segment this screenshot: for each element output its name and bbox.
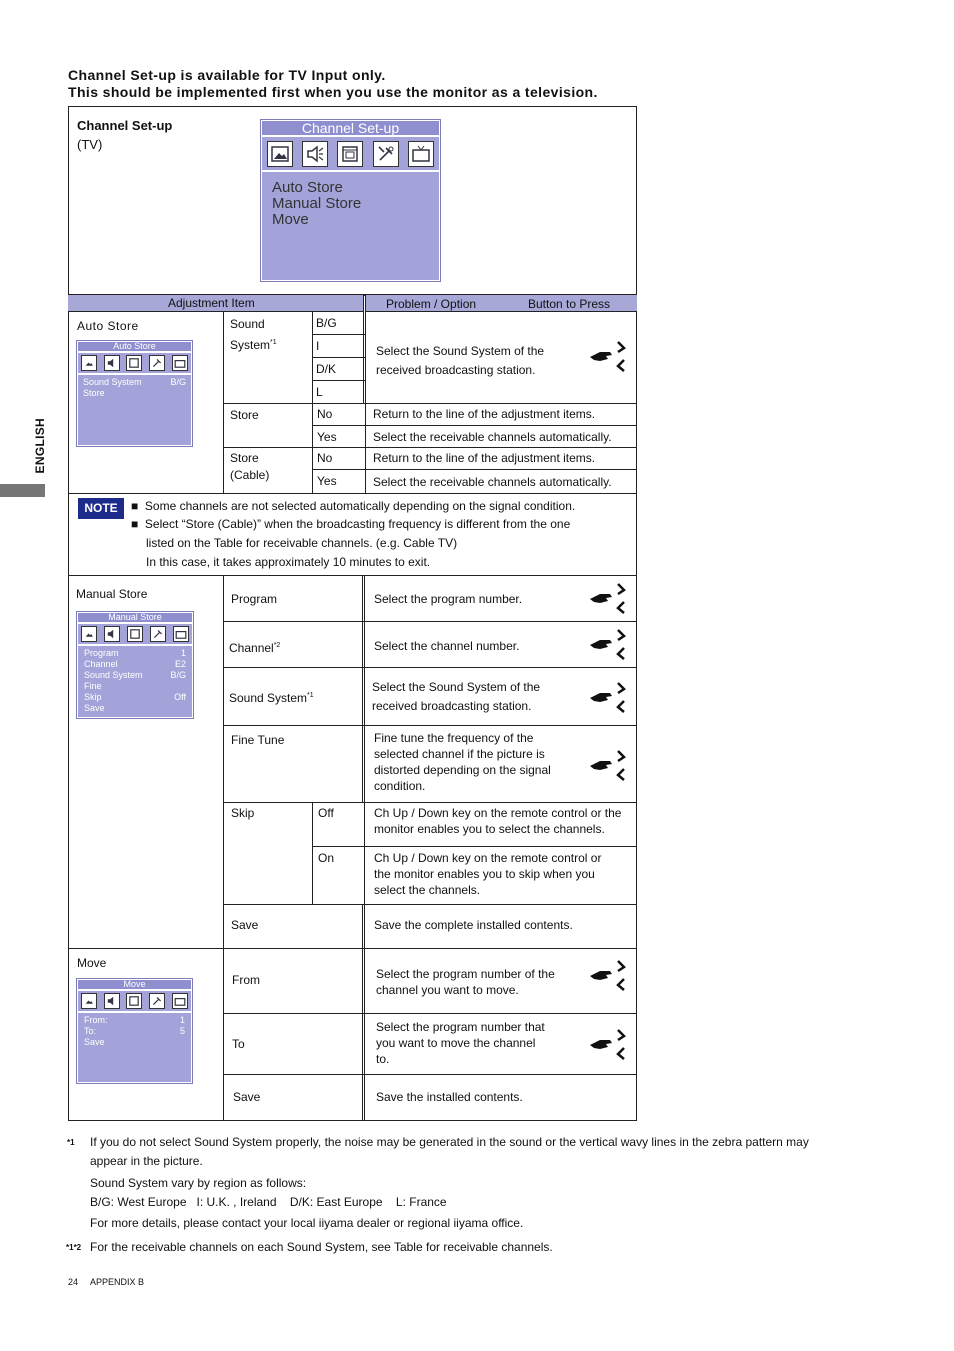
fine-tune-desc-2: selected channel if the picture is — [374, 747, 545, 761]
hand-arrow-icon — [588, 581, 628, 617]
hand-arrow-icon — [588, 680, 628, 716]
window-icon — [126, 355, 142, 371]
picture-icon — [267, 141, 293, 167]
skip-on[interactable]: On — [318, 851, 335, 865]
osd-row-fine: Fine — [84, 681, 102, 691]
to-label: To — [232, 1037, 245, 1051]
section-title: Channel Set-up — [77, 118, 173, 133]
channel-label: Channel$^{*2}$ — [229, 641, 281, 655]
store-yes-desc: Select the receivable channels automatically. — [373, 430, 612, 444]
language-side-label: ENGLISH — [33, 418, 47, 474]
move-osd-title: Move — [77, 979, 192, 990]
footnote-marker-2: *1*2 — [66, 1243, 82, 1252]
main-osd-title: Channel Set-up — [261, 120, 440, 136]
manual-store-osd-title: Manual Store — [77, 612, 193, 623]
footnote-1c: Sound System vary by region as follows: — [90, 1176, 307, 1190]
page-number: 24 — [68, 1277, 79, 1287]
osd-row-skip-value: Off — [174, 692, 186, 702]
window-icon — [127, 626, 143, 642]
hand-arrow-icon — [588, 627, 628, 663]
fine-tune-label: Fine Tune — [231, 733, 285, 747]
tools-icon — [373, 141, 399, 167]
osd-row-sound-system: Sound System — [83, 377, 142, 387]
hand-arrow-icon — [588, 339, 628, 375]
to-desc-3: to. — [376, 1052, 390, 1066]
tv-icon — [408, 141, 434, 167]
osd-row-from: From: — [84, 1015, 108, 1025]
window-icon — [126, 993, 142, 1009]
tv-icon — [173, 626, 189, 642]
footnote-marker-1: *1 — [67, 1138, 75, 1147]
footnote-1b: appear in the picture. — [90, 1154, 203, 1168]
skip-on-desc-1: Ch Up / Down key on the remote control or — [374, 851, 602, 865]
manual-store-label: Manual Store — [76, 587, 148, 601]
from-label: From — [232, 973, 260, 987]
store-cable-yes-desc: Select the receivable channels automatically. — [373, 475, 612, 489]
main-osd-icon-bar — [261, 136, 440, 171]
picture-icon — [81, 355, 97, 371]
to-desc-2: you want to move the channel — [376, 1036, 536, 1050]
osd-row-save: Save — [84, 1037, 105, 1047]
osd-row-save: Save — [84, 703, 105, 713]
store-cable-yes[interactable]: Yes — [317, 474, 337, 488]
store-yes[interactable]: Yes — [317, 430, 337, 444]
note-bullet-1: ■ Some channels are not selected automatically depending on the signal condition. — [131, 499, 576, 513]
manual-save-desc: Save the complete installed contents. — [374, 918, 573, 932]
header-button-to-press-label: Button to Press — [528, 297, 611, 311]
skip-off-desc-2: monitor enables you to select the channels. — [374, 822, 605, 836]
note-badge: NOTE — [78, 498, 124, 519]
osd-row-channel: Channel — [84, 659, 118, 669]
manual-sound-system-desc-1: Select the Sound System of the — [372, 680, 541, 694]
tools-icon — [150, 626, 166, 642]
manual-sound-system-desc-2: received broadcasting station. — [372, 699, 532, 713]
store-cable-no[interactable]: No — [317, 451, 333, 465]
manual-save-label: Save — [231, 918, 259, 932]
sound-system-label: Sound — [230, 317, 265, 331]
sound-system-label-2: System$^{*1}$ — [230, 338, 277, 352]
move-label: Move — [77, 956, 107, 970]
store-no-desc: Return to the line of the adjustment items. — [373, 407, 596, 421]
store-no[interactable]: No — [317, 407, 333, 421]
move-save-desc: Save the installed contents. — [376, 1090, 523, 1104]
osd-row-to: To: — [84, 1026, 97, 1036]
osd-item-move[interactable]: Move — [272, 211, 309, 228]
option-bg[interactable]: B/G — [316, 316, 337, 330]
skip-on-desc-2: the monitor enables you to skip when you — [374, 867, 595, 881]
picture-icon — [81, 993, 97, 1009]
skip-label: Skip — [231, 806, 255, 820]
move-save-label: Save — [233, 1090, 261, 1104]
auto-store-osd — [76, 340, 193, 447]
footnote-2: For the receivable channels on each Sound System, see Table for receivable channels. — [90, 1240, 553, 1254]
header-adjustment-item-label: Adjustment Item — [168, 296, 255, 310]
osd-item-manual-store[interactable]: Manual Store — [272, 195, 362, 212]
tools-icon — [149, 355, 165, 371]
from-desc-1: Select the program number of the — [376, 967, 555, 981]
osd-row-channel-value: E2 — [174, 659, 186, 669]
fine-tune-desc-4: condition. — [374, 779, 426, 793]
store-cable-label-2: (Cable) — [230, 468, 270, 482]
intro-line-1: Channel Set-up is available for TV Input only. — [68, 67, 386, 83]
osd-row-store: Store — [83, 388, 105, 398]
manual-store-osd-rows — [77, 645, 193, 718]
skip-off-desc-1: Ch Up / Down key on the remote control or the — [374, 806, 622, 820]
tv-icon — [172, 993, 188, 1009]
to-desc-1: Select the program number that — [376, 1020, 545, 1034]
from-desc-2: channel you want to move. — [376, 983, 519, 997]
move-osd-icons — [77, 990, 192, 1012]
manual-store-osd — [76, 611, 194, 719]
osd-row-program: Program — [84, 648, 119, 658]
note-bullet-2: ■ Select “Store (Cable)” when the broadcasting frequency is different from the one — [131, 517, 571, 531]
picture-icon — [81, 626, 97, 642]
osd-row-sound-system-value: B/G — [170, 670, 186, 680]
header-problem-option-label: Problem / Option — [386, 297, 477, 311]
fine-tune-desc-3: distorted depending on the signal — [374, 763, 551, 777]
manual-store-osd-icons — [77, 623, 193, 645]
option-l[interactable]: L — [316, 385, 323, 399]
section-subtitle: (TV) — [77, 137, 103, 152]
osd-item-auto-store[interactable]: Auto Store — [272, 179, 343, 196]
auto-store-osd-icons — [77, 352, 192, 374]
tv-icon — [172, 355, 188, 371]
auto-store-osd-title: Auto Store — [77, 341, 192, 352]
hand-arrow-icon — [588, 1027, 628, 1063]
osd-row-sound-system: Sound System — [84, 670, 143, 680]
move-osd-rows — [77, 1012, 192, 1083]
speaker-icon — [104, 626, 120, 642]
osd-row-skip: Skip — [84, 692, 102, 702]
move-osd — [76, 978, 193, 1084]
store-label: Store — [230, 408, 259, 422]
option-dk[interactable]: D/K — [316, 362, 337, 376]
skip-on-desc-3: select the channels. — [374, 883, 481, 897]
hand-arrow-icon — [588, 958, 628, 994]
speaker-icon — [302, 141, 328, 167]
osd-row-from-value: 1 — [179, 1015, 185, 1025]
osd-row-to-value: 5 — [179, 1026, 185, 1036]
intro-line-2: This should be implemented first when you use the monitor as a television. — [68, 84, 598, 100]
tools-icon — [149, 993, 165, 1009]
channel-desc: Select the channel number. — [374, 639, 520, 653]
main-osd-menu — [260, 119, 441, 282]
footnote-1d: B/G: West Europe I: U.K. , Ireland D/K: East Europe L: France — [90, 1195, 447, 1209]
osd-row-sound-system-value: B/G — [170, 377, 186, 387]
side-tab-bar — [0, 484, 45, 497]
note-bullet-2-line-2: listed on the Table for receivable channels. (e.g. Cable TV) — [146, 536, 458, 550]
manual-sound-system-label: Sound System$^{*1}$ — [229, 691, 314, 705]
program-desc: Select the program number. — [374, 592, 523, 606]
speaker-icon — [104, 993, 120, 1009]
main-osd-items — [261, 171, 440, 281]
sound-system-desc-1: Select the Sound System of the — [376, 344, 545, 358]
footnote-1a: If you do not select Sound System properly, the noise may be generated in the sound or the vertical wavy lines in the zebra pattern may — [90, 1135, 809, 1149]
footnote-1e: For more details, please contact your local iiyama dealer or regional iiyama office. — [90, 1216, 524, 1230]
sound-system-desc-2: received broadcasting station. — [376, 363, 536, 377]
skip-off[interactable]: Off — [318, 806, 334, 820]
note-bullet-2-line-3: In this case, it takes approximately 10 minutes to exit. — [146, 555, 431, 569]
speaker-icon — [104, 355, 120, 371]
auto-store-label: Auto Store — [77, 319, 139, 333]
program-label: Program — [231, 592, 278, 606]
fine-tune-desc-1: Fine tune the frequency of the — [374, 731, 534, 745]
page-footer-label: APPENDIX B — [90, 1277, 145, 1287]
auto-store-osd-rows — [77, 374, 192, 446]
store-cable-no-desc: Return to the line of the adjustment items. — [373, 451, 596, 465]
hand-arrow-icon — [588, 748, 628, 784]
option-i[interactable]: I — [316, 339, 320, 353]
window-icon — [337, 141, 363, 167]
osd-row-program-value: 1 — [180, 648, 186, 658]
store-cable-label: Store — [230, 451, 259, 465]
